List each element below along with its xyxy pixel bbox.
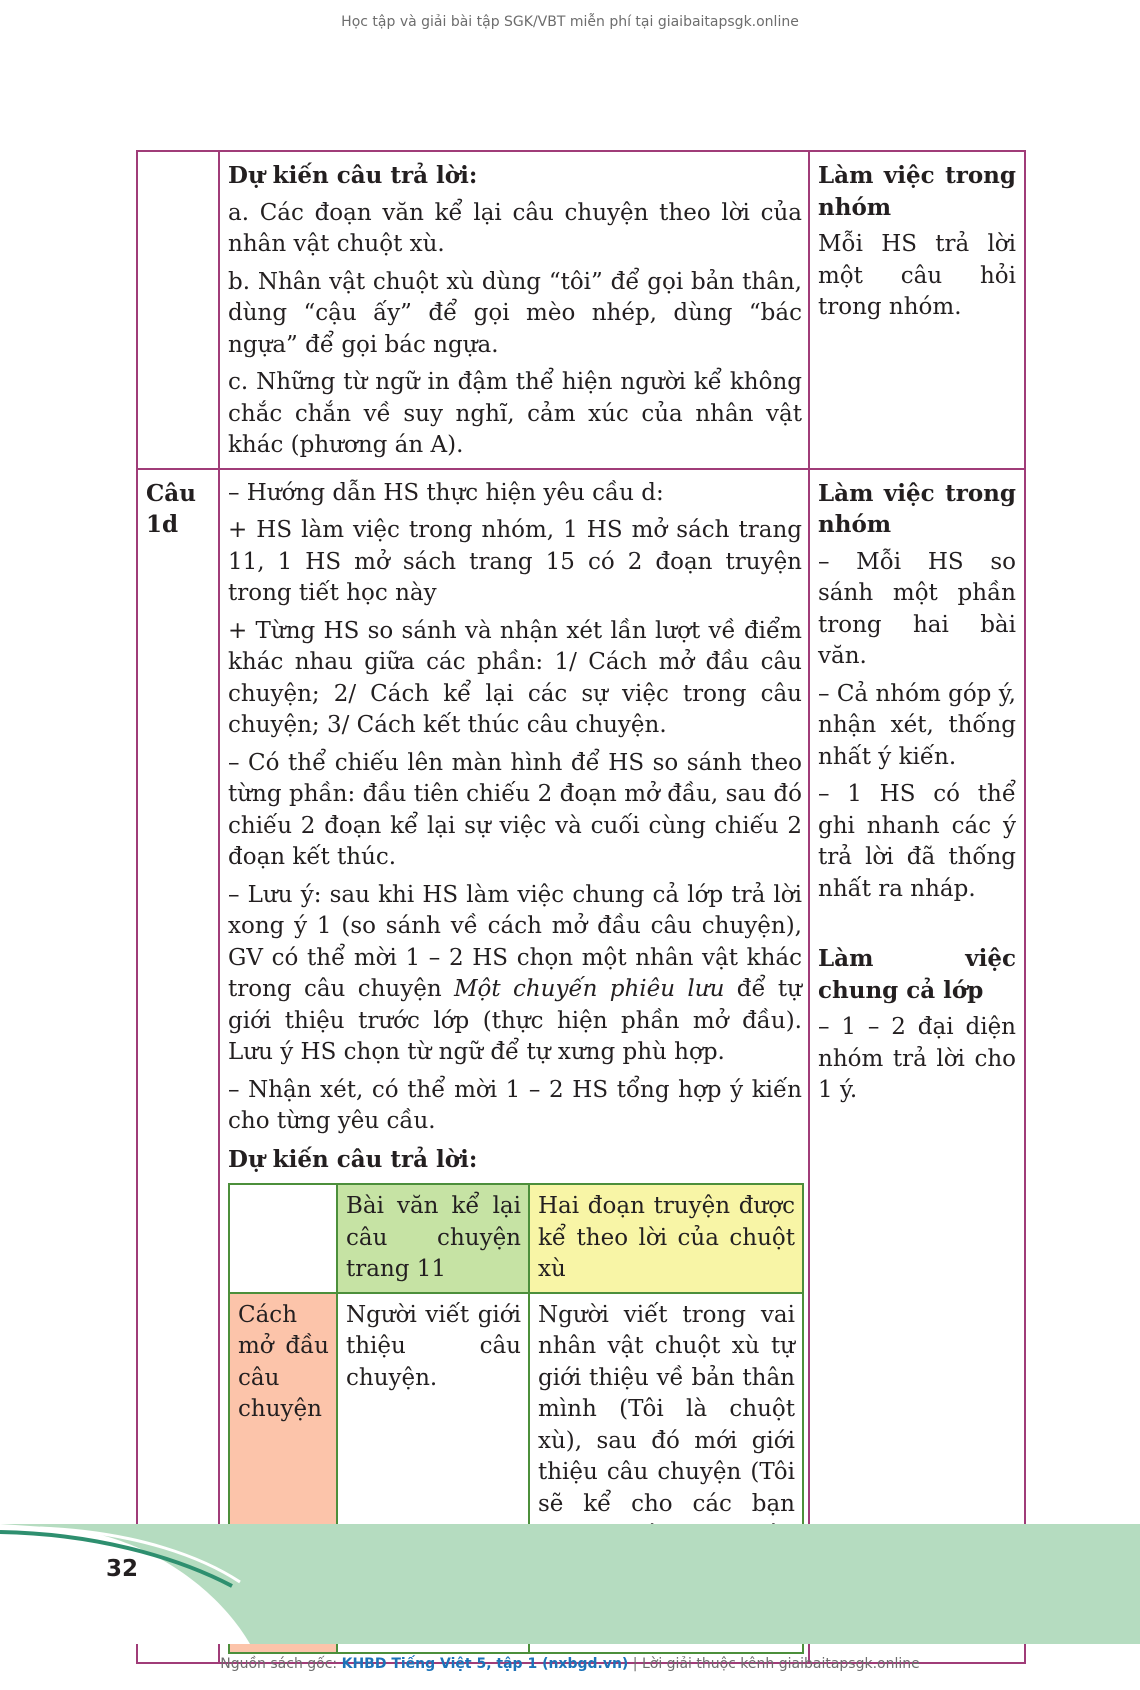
table-row — [137, 151, 1025, 469]
instruction-screen: – Có thể chiếu lên màn hình để HS so sánh theo từng phần: đầu tiên chiếu 2 đoạn mở đầu, sau đó chiếu 2 đoạn kể lại sự việc và cuối cùng chiếu 2 đoạn kết thúc. — [228, 749, 802, 870]
organization-cell — [809, 469, 1025, 1664]
page-number: 32 — [106, 1556, 139, 1582]
answer-a: a. Các đoạn văn kể lại câu chuyện theo lời của nhân vật chuột xù. — [228, 199, 802, 257]
story-title: Một chuyến phiêu lưu — [453, 976, 725, 1002]
chuot-xu-answer-cell: Người viết trong vai nhân vật chuột xù tự giới thiệu về bản thân mình (Tôi là chuột xù), sau đó mới giới thiệu câu chuyện (Tôi sẽ kể cho các bạn — [529, 1293, 803, 1654]
footer-wave-band — [0, 1524, 1140, 1644]
answer-heading: Dự kiến câu trả lời: — [228, 162, 478, 189]
note-text-start: – Lưu ý: sau khi HS làm việc chung cả lớp trả lời xong ý 1 (so sánh về cách mở đầu câu chuyện), GV có thể mời 1 – 2 HS chọn một nhân vật khác trong câu chuyện — [228, 881, 802, 1002]
header-story-page-11: Bài văn kể lại câu chuyện trang 11 — [337, 1184, 529, 1293]
criterion-cell: Cách mở đầu câu chuyện — [229, 1293, 337, 1654]
source-suffix: | Lời giải thuộc kênh giaibaitapsgk.online — [628, 1656, 920, 1672]
group-work-item: – Mỗi HS so sánh một phần trong hai bài văn. — [818, 548, 1016, 669]
group-work-item: – 1 HS có thể ghi nhanh các ý trả lời đã thống nhất ra nháp. — [818, 781, 1016, 902]
group-work-item: – Cả nhóm góp ý, nhận xét, thống nhất ý kiến. — [818, 680, 1016, 770]
organization-cell — [809, 151, 1025, 469]
source-prefix: Nguồn sách gốc: — [220, 1656, 342, 1672]
instruction-compare: + Từng HS so sánh và nhận xét lần lượt về điểm khác nhau giữa các phần: 1/ Cách mở đầu câu chuyện; 2/ Cách kể lại các sự việc trong câu chuyện; 3/ Cách kết thúc câu chuyện. — [228, 617, 802, 738]
row-label-cell — [137, 469, 219, 1664]
header-story-chuot-xu: Hai đoạn truyện được kể theo lời của chuột xù — [529, 1184, 803, 1293]
activity-cell — [219, 151, 809, 469]
source-book-link[interactable]: KHBD Tiếng Việt 5, tập 1 (nxbgd.vn) — [341, 1656, 629, 1672]
instruction-group: + HS làm việc trong nhóm, 1 HS mở sách trang 11, 1 HS mở sách trang 15 có 2 đoạn truyện trong tiết học này — [228, 517, 802, 606]
instruction-note — [228, 880, 802, 1069]
group-work-note: Mỗi HS trả lời một câu hỏi trong nhóm. — [818, 231, 1016, 320]
question-number: 1d — [146, 511, 179, 538]
answer-b: b. Nhân vật chuột xù dùng “tôi” để gọi bản thân, dùng “cậu ấy” để gọi mèo nhép, dùng “bác ngựa” để gọi bác ngựa. — [228, 268, 802, 358]
page-11-answer-cell: Người viết giới thiệu câu chuyện. — [337, 1293, 529, 1654]
class-work-item: – 1 – 2 đại diện nhóm trả lời cho 1 ý. — [818, 1014, 1016, 1103]
top-banner: Học tập và giải bài tập SGK/VBT miễn phí tại giaibaitapsgk.online — [341, 14, 799, 30]
instruction-summary: – Nhận xét, có thể mời 1 – 2 HS tổng hợp ý kiến cho từng yêu cầu. — [228, 1076, 802, 1134]
question-label: Câu — [146, 479, 196, 507]
group-work-heading: Làm việc trong nhóm — [818, 162, 1016, 221]
activity-cell — [219, 469, 809, 1664]
comparison-header-row — [229, 1184, 803, 1293]
note-text-end: để tự giới thiệu trước lớp (thực hiện phần mở đầu). Lưu ý HS chọn từ ngữ để tự xưng phù hợp. — [228, 976, 802, 1065]
lesson-table — [136, 150, 1026, 1664]
answer-heading: Dự kiến câu trả lời: — [228, 1145, 478, 1173]
instruction-intro: – Hướng dẫn HS thực hiện yêu cầu d: — [228, 479, 664, 506]
group-work-heading: Làm việc trong nhóm — [818, 479, 1016, 538]
class-work-heading: Làm việc chung cả lớp — [818, 945, 1016, 1004]
table-row — [137, 469, 1025, 1664]
empty-header-cell — [229, 1184, 337, 1293]
bottom-banner — [0, 1656, 1140, 1672]
row-label-cell — [137, 151, 219, 469]
spacer — [818, 911, 1016, 943]
answer-c: c. Những từ ngữ in đậm thể hiện người kể không chắc chắn về suy nghĩ, cảm xúc của nhân vật khác (phương án A). — [228, 369, 802, 458]
